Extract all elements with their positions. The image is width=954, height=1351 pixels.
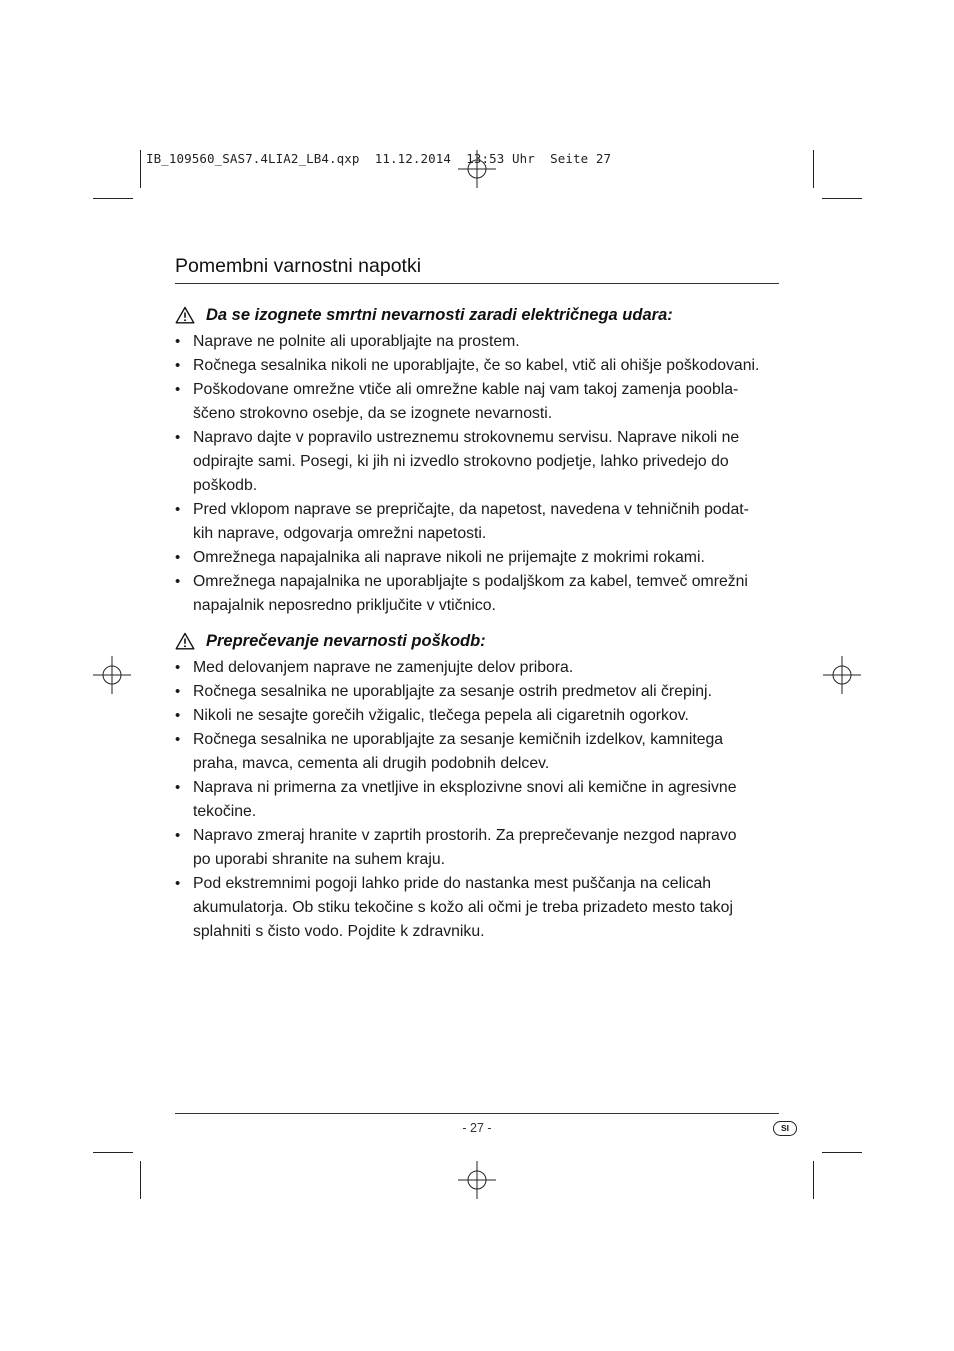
language-badge: SI bbox=[773, 1121, 797, 1136]
section-heading bbox=[175, 629, 785, 653]
crop-mark bbox=[813, 150, 814, 188]
registration-mark-left bbox=[93, 656, 131, 694]
title-rule bbox=[175, 283, 779, 284]
registration-mark-bottom bbox=[458, 1161, 496, 1199]
list-item: • Pod ekstremnimi pogoji lahko pride do nastanka mest puščanja na celicah akumulatorja. Ob stiku tekočine s kožo ali očmi je treba prizadeto mesto takoj splahniti s čisto vodo. Pojdite k zdravniku. bbox=[175, 872, 785, 944]
footer-rule bbox=[175, 1113, 779, 1114]
crop-mark bbox=[93, 1152, 133, 1153]
registration-mark-top bbox=[458, 150, 496, 188]
warning-triangle-icon bbox=[175, 306, 195, 324]
print-slug: IB_109560_SAS7.4LIA2_LB4.qxp 11.12.2014 13:53 Uhr Seite 27 bbox=[146, 151, 612, 166]
crop-mark bbox=[822, 198, 862, 199]
list-item: • Ročnega sesalnika ne uporabljajte za sesanje ostrih predmetov ali črepinj. bbox=[175, 680, 785, 704]
list-item: • Ročnega sesalnika ne uporabljajte za sesanje kemičnih izdelkov, kamnitega praha, mavca, cementa ali drugih podobnih delcev. bbox=[175, 728, 785, 776]
section-injury-prevention bbox=[175, 629, 785, 944]
warning-triangle-icon bbox=[175, 632, 195, 650]
crop-mark bbox=[813, 1161, 814, 1199]
list-item: • Napravo dajte v popravilo ustreznemu strokovnemu servisu. Naprave nikoli ne odpirajte sami. Posegi, ki jih ni izvedlo strokovno podjetje, lahko privedejo do poškodb. bbox=[175, 426, 785, 498]
list-item: • Pred vklopom naprave se prepričajte, da napetost, navedena v tehničnih podat- kih naprave, odgovarja omrežni napetosti. bbox=[175, 498, 785, 546]
list-item: • Naprava ni primerna za vnetljive in eksplozivne snovi ali kemične in agresivne tekočine. bbox=[175, 776, 785, 824]
registration-mark-right bbox=[823, 656, 861, 694]
page-title: Pomembni varnostni napotki bbox=[175, 255, 422, 277]
page-number: - 27 - bbox=[462, 1121, 492, 1135]
list-item: • Ročnega sesalnika nikoli ne uporabljajte, če so kabel, vtič ali ohišje poškodovani. bbox=[175, 354, 785, 378]
crop-mark bbox=[140, 1161, 141, 1199]
safety-list bbox=[175, 330, 785, 618]
list-item: • Naprave ne polnite ali uporabljajte na prostem. bbox=[175, 330, 785, 354]
list-item: • Poškodovane omrežne vtiče ali omrežne kable naj vam takoj zamenja poobla- ščeno strokovno osebje, da se izognete nevarnosti. bbox=[175, 378, 785, 426]
section-electric-shock bbox=[175, 303, 785, 618]
section-heading-text: Da se izognete smrtni nevarnosti zaradi električnega udara: bbox=[206, 306, 673, 324]
list-item: • Omrežnega napajalnika ne uporabljajte s podaljškom za kabel, temveč omrežni napajalnik neposredno priključite v vtičnico. bbox=[175, 570, 785, 618]
list-item: • Omrežnega napajalnika ali naprave nikoli ne prijemajte z mokrimi rokami. bbox=[175, 546, 785, 570]
list-item: • Napravo zmeraj hranite v zaprtih prostorih. Za preprečevanje nezgod napravo po uporabi shranite na suhem kraju. bbox=[175, 824, 785, 872]
crop-mark bbox=[822, 1152, 862, 1153]
section-heading bbox=[175, 303, 785, 327]
crop-mark bbox=[93, 198, 133, 199]
section-heading-text: Preprečevanje nevarnosti poškodb: bbox=[206, 632, 486, 650]
list-item: • Nikoli ne sesajte gorečih vžigalic, tlečega pepela ali cigaretnih ogorkov. bbox=[175, 704, 785, 728]
safety-list bbox=[175, 656, 785, 944]
list-item: • Med delovanjem naprave ne zamenjujte delov pribora. bbox=[175, 656, 785, 680]
crop-mark bbox=[140, 150, 141, 188]
